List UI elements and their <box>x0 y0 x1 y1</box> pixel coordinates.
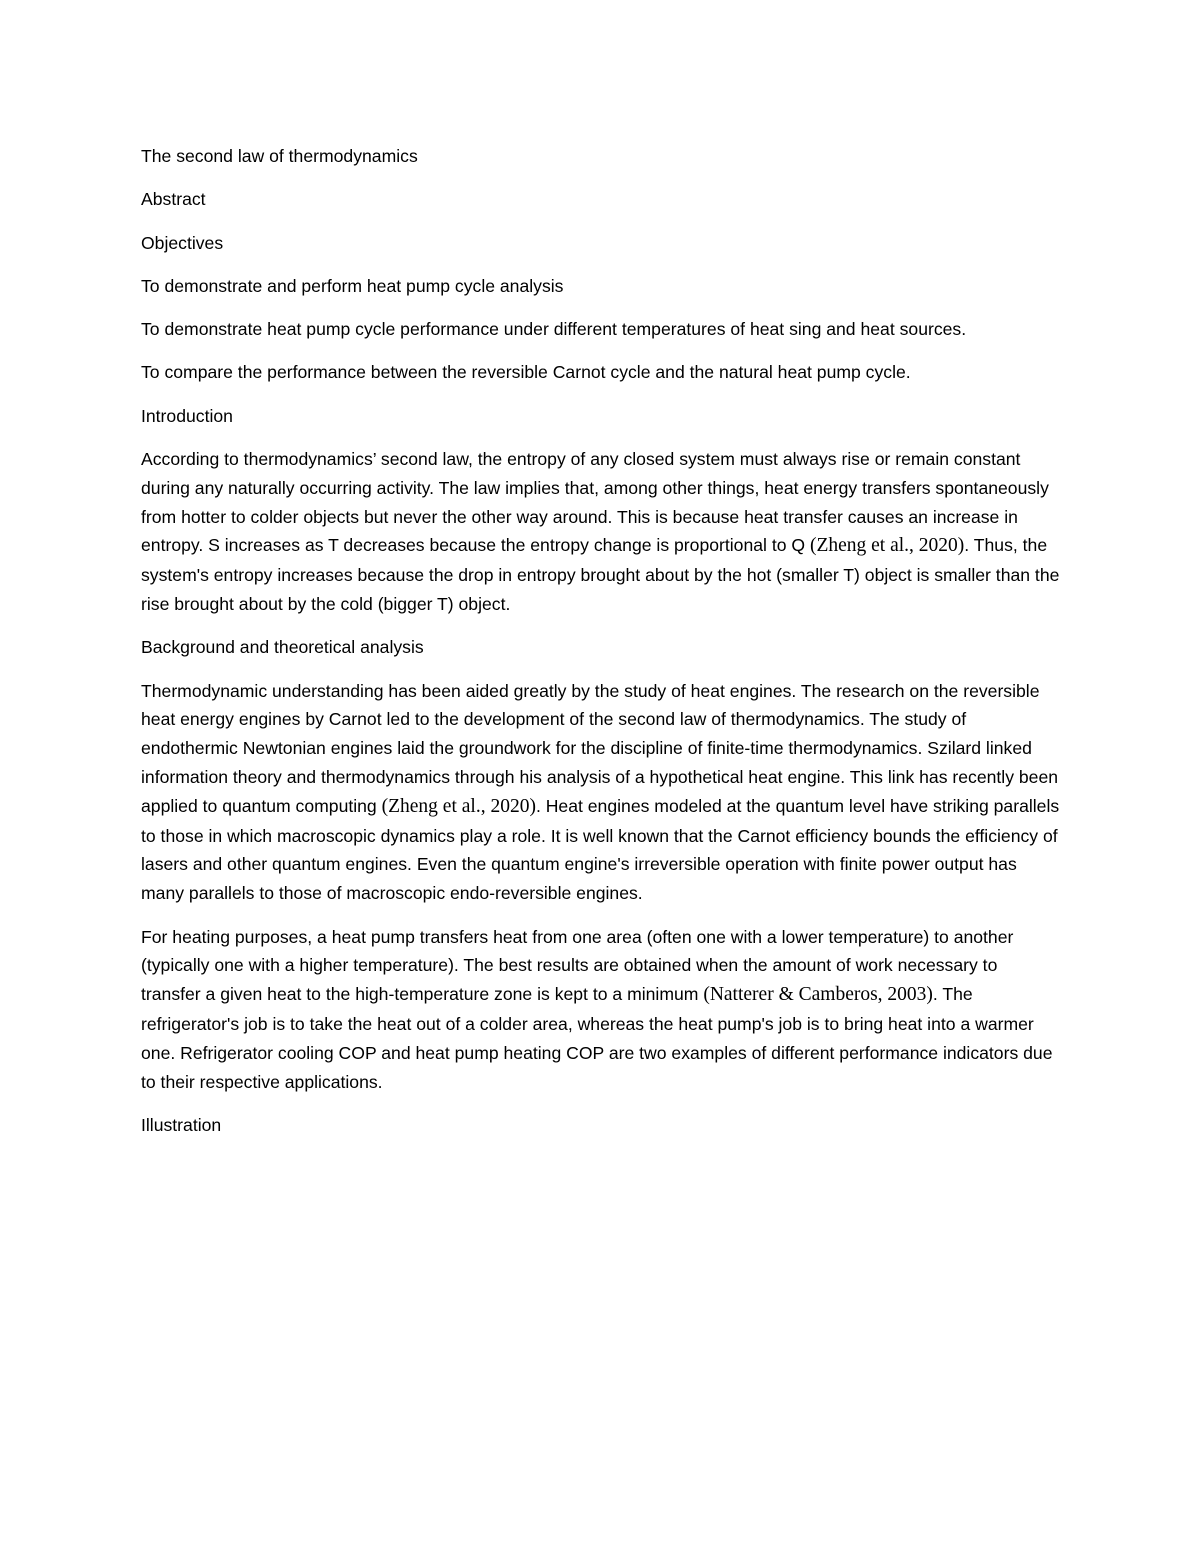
introduction-text: According to thermodynamics’ second law, the entropy of any closed system must always rise or remain constant during any naturally occurring activity. The law implies that, among other things, heat energy transfers spontaneously from hotter to colder objects but never the other way around. This is because heat transfer causes an increase in entropy. S increases as T decreases because the entropy change is proportional to Q <box>141 449 1049 556</box>
background-text: . Heat engines modeled at the quantum level have striking parallels to those in which macroscopic dynamics play a role. It is well known that the Carnot efficiency bounds the efficiency of lasers and other quantum engines. Even the quantum engine's irreversible operation with finite power output has many parallels to those of macroscopic endo-reversible engines. <box>141 795 1060 904</box>
citation: (Natterer & Camberos, 2003) <box>703 984 933 1006</box>
citation: (Zheng et al., 2020) <box>809 535 965 557</box>
document-body <box>141 142 1061 1154</box>
document-title: The second law of thermodynamics <box>141 146 418 166</box>
heating-text: . The refrigerator's job is to take the heat out of a colder area, whereas the heat pump's job is to bring heat into a warmer one. Refrigerator cooling COP and heat pump heating COP are two examples of different performance indicators due to their respective applications. <box>141 984 1053 1092</box>
objective-item: To demonstrate and perform heat pump cycle analysis <box>141 275 564 296</box>
heating-text: For heating purposes, a heat pump transfers heat from one area (often one with a lower temperature) to another (typically one with a higher temperature). The best results are obtained when the amount of work necessary to transfer a given heat to the high-temperature zone is kept to a minimum <box>141 926 1014 1005</box>
introduction-paragraph <box>141 445 1061 619</box>
objective-item: To compare the performance between the reversible Carnot cycle and the natural heat pump cycle. <box>141 362 911 383</box>
introduction-heading: Introduction <box>141 405 233 426</box>
objectives-heading: Objectives <box>141 232 224 253</box>
abstract-heading: Abstract <box>141 189 206 210</box>
background-heading: Background and theoretical analysis <box>141 637 424 658</box>
illustration-heading: Illustration <box>141 1114 222 1135</box>
heating-paragraph <box>141 923 1061 1097</box>
objective-item: To demonstrate heat pump cycle performance under different temperatures of heat sing and heat sources. <box>141 319 967 340</box>
background-paragraph <box>141 677 1061 908</box>
background-text: Thermodynamic understanding has been aided greatly by the study of heat engines. The research on the reversible heat energy engines by Carnot led to the development of the second law of thermodynamics. The study of endothermic Newtonian engines laid the groundwork for the discipline of finite-time thermodynamics. Szilard linked information theory and thermodynamics through his analysis of a hypothetical heat engine. This link has recently been applied to quantum computing <box>141 680 1059 816</box>
citation: (Zheng et al., 2020) <box>381 795 536 817</box>
introduction-text: . Thus, the system's entropy increases because the drop in entropy brought about by the hot (smaller T) object is smaller than the rise brought about by the cold (bigger T) object. <box>141 535 1060 615</box>
